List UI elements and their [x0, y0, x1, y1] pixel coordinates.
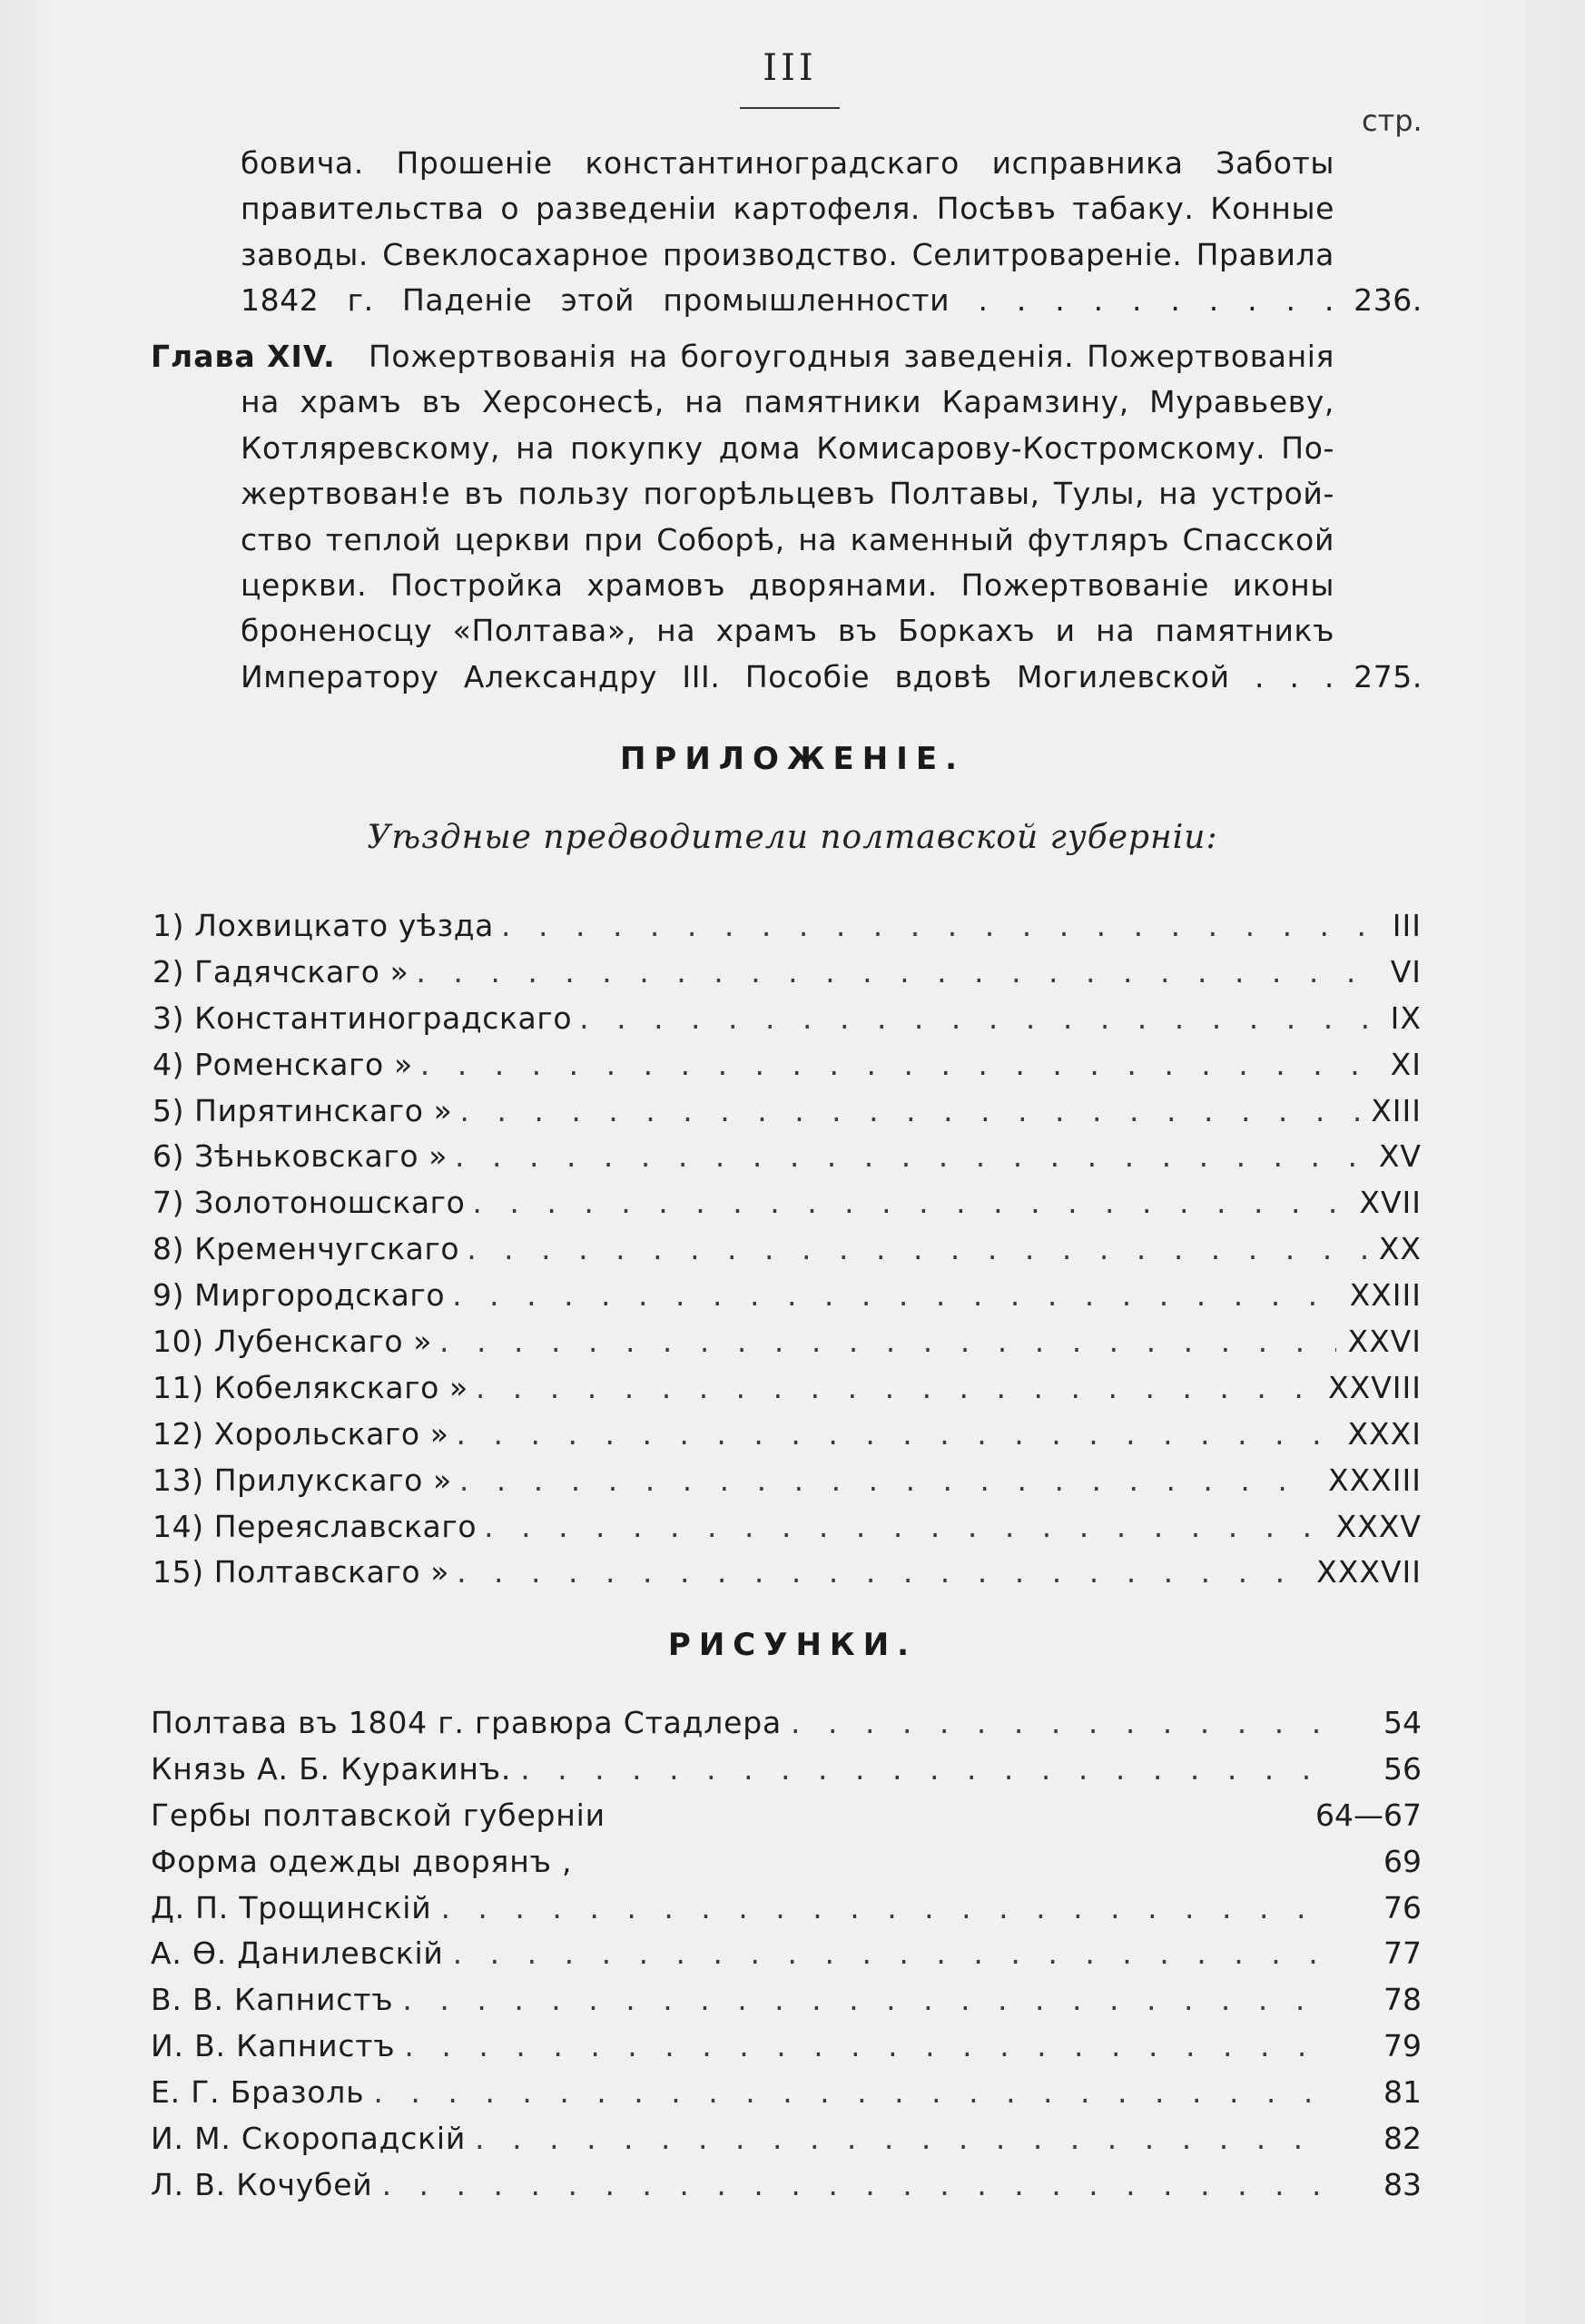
list-item: 12) Хорольскаго » . . . XXXI [153, 1412, 1422, 1458]
list-item: 11) Кобелякскаго » . . . XXVIII [153, 1365, 1422, 1412]
list-item: 13) Прилукскаго » . . . XXXIII [153, 1458, 1422, 1504]
chapter-entry-xiv [151, 334, 1423, 700]
chapter-page-ref: 275. [1354, 658, 1423, 694]
dot-leader [457, 1550, 1305, 1596]
dot-leader [457, 1412, 1337, 1458]
list-item: 6) Зѣньковскаго » . . . XV [153, 1134, 1422, 1180]
list-item: 7) Золотоношскаго . . . XVII [153, 1180, 1422, 1226]
chapter-page-ref: 236. [1354, 282, 1423, 319]
chapter-line: церкви. Постройка храмовъ дворянами. Пожертвованіе иконы [241, 566, 1334, 603]
dot-leader [475, 2116, 1329, 2162]
dot-leader [791, 1700, 1329, 1747]
list-item: 5) Пирятинскаго » . . . XIII [153, 1088, 1422, 1135]
dot-leader [416, 950, 1379, 996]
page-number-rule [740, 107, 840, 109]
list-item: Гербы полтавской губерніи 64—67 [151, 1797, 1422, 1833]
list-item: 14) Переяславскаго . . . XXXV [153, 1504, 1422, 1551]
dot-leader [579, 996, 1380, 1042]
list-item: 1) Лохвицкато уѣзда . . . III [153, 903, 1422, 950]
page-number: III [763, 47, 817, 89]
chapter-line: ство теплой церкви при Соборѣ, на каменный футляръ Спасской [241, 521, 1334, 557]
dot-leader [476, 1365, 1317, 1412]
figures-list [151, 1700, 1422, 2209]
appendix-list [153, 903, 1422, 1596]
chapter-line: заводы. Свеклосахарное производство. Селитровареніе. Правила [241, 236, 1334, 272]
dot-leader [440, 1886, 1329, 1932]
list-item: 8) Кременчугскаго . . . XX [153, 1226, 1422, 1273]
list-item: 15) Полтавскаго » . . . XXXVII [153, 1550, 1422, 1596]
dot-leader [459, 1088, 1360, 1135]
list-item: 10) Лубенскаго » . . . XXVI [153, 1319, 1422, 1365]
list-item: 3) Константиноградскаго . . . IX [153, 996, 1422, 1042]
dot-leader [453, 1931, 1329, 1977]
chapter-entry-continued [241, 141, 1423, 324]
dot-leader [404, 2024, 1329, 2070]
dot-leader [382, 2162, 1329, 2209]
list-item: И. В. Капнистъ . . . 79 [151, 2024, 1422, 2070]
dot-leader [484, 1504, 1324, 1551]
list-item: 2) Гадячскаго » . . . VI [153, 950, 1422, 996]
chapter-line: бовича. Прошеніе константиноградскаго исправника Заботы [241, 145, 1334, 181]
chapter-line: на храмъ въ Херсонесѣ, на памятники Карамзину, Муравьеву, [241, 384, 1334, 420]
dot-leader [402, 1977, 1329, 2024]
dot-leader [420, 1042, 1380, 1088]
dot-leader [472, 1180, 1348, 1226]
page-column-header: стр. [1362, 103, 1423, 138]
list-item: Форма одежды дворянъ , 69 [151, 1843, 1422, 1879]
list-item: Д. П. Трощинскій . . . 76 [151, 1886, 1422, 1932]
list-item: В. В. Капнистъ . . . 78 [151, 1977, 1422, 2024]
chapter-line: Императору Александру III. Пособіе вдовѣ Могилевской . . . 275. [151, 655, 1423, 700]
dot-leader [520, 1747, 1329, 1793]
list-item: Е. Г. Бразоль . . . 81 [151, 2070, 1422, 2116]
dot-leader [459, 1458, 1317, 1504]
chapter-line: правительства о разведеніи картофеля. Посѣвъ табаку. Конные [241, 191, 1334, 227]
list-item: Полтава въ 1804 г. гравюра Стадлера . . . 54 [151, 1700, 1422, 1747]
dot-leader [455, 1134, 1368, 1180]
chapter-line: 1842 г. Паденіе этой промышленности . . . . . . . . . . 236. [241, 278, 1423, 323]
chapter-line: жертвован!е въ пользу погорѣльцевъ Полтавы, Тулы, на устрой- [241, 476, 1334, 512]
appendix-title: ПРИЛОЖЕНІЕ. [619, 741, 966, 777]
dot-leader [452, 1273, 1338, 1319]
chapter-line: Котляревскому, на покупку дома Комисарову-Костромскому. По- [241, 429, 1334, 466]
list-item: 4) Роменскаго » . . . XI [153, 1042, 1422, 1088]
list-item: 9) Миргородскаго . . . XXIII [153, 1273, 1422, 1319]
dot-leader [501, 903, 1382, 950]
list-item: Л. В. Кочубей . . . 83 [151, 2162, 1422, 2209]
chapter-line: броненосцу «Полтава», на храмъ въ Боркахъ и на памятникъ [241, 613, 1334, 649]
dot-leader [439, 1319, 1336, 1365]
dot-leader [373, 2070, 1329, 2116]
chapter-line: Глава XIV. Пожертвованія на богоугодныя заведенія. Пожертвованія [151, 334, 1423, 379]
chapter-label: Глава XIV. [151, 339, 336, 374]
appendix-subtitle: Уѣздные предводители полтавской губерніи: [367, 819, 1218, 856]
list-item: И. М. Скоропадскій . . . 82 [151, 2116, 1422, 2162]
list-item: Князь А. Б. Куракинъ. . . . 56 [151, 1747, 1422, 1793]
dot-leader [467, 1226, 1368, 1273]
figures-title: РИСУНКИ. [667, 1627, 918, 1663]
list-item: А. Ѳ. Данилевскій . . . 77 [151, 1931, 1422, 1977]
